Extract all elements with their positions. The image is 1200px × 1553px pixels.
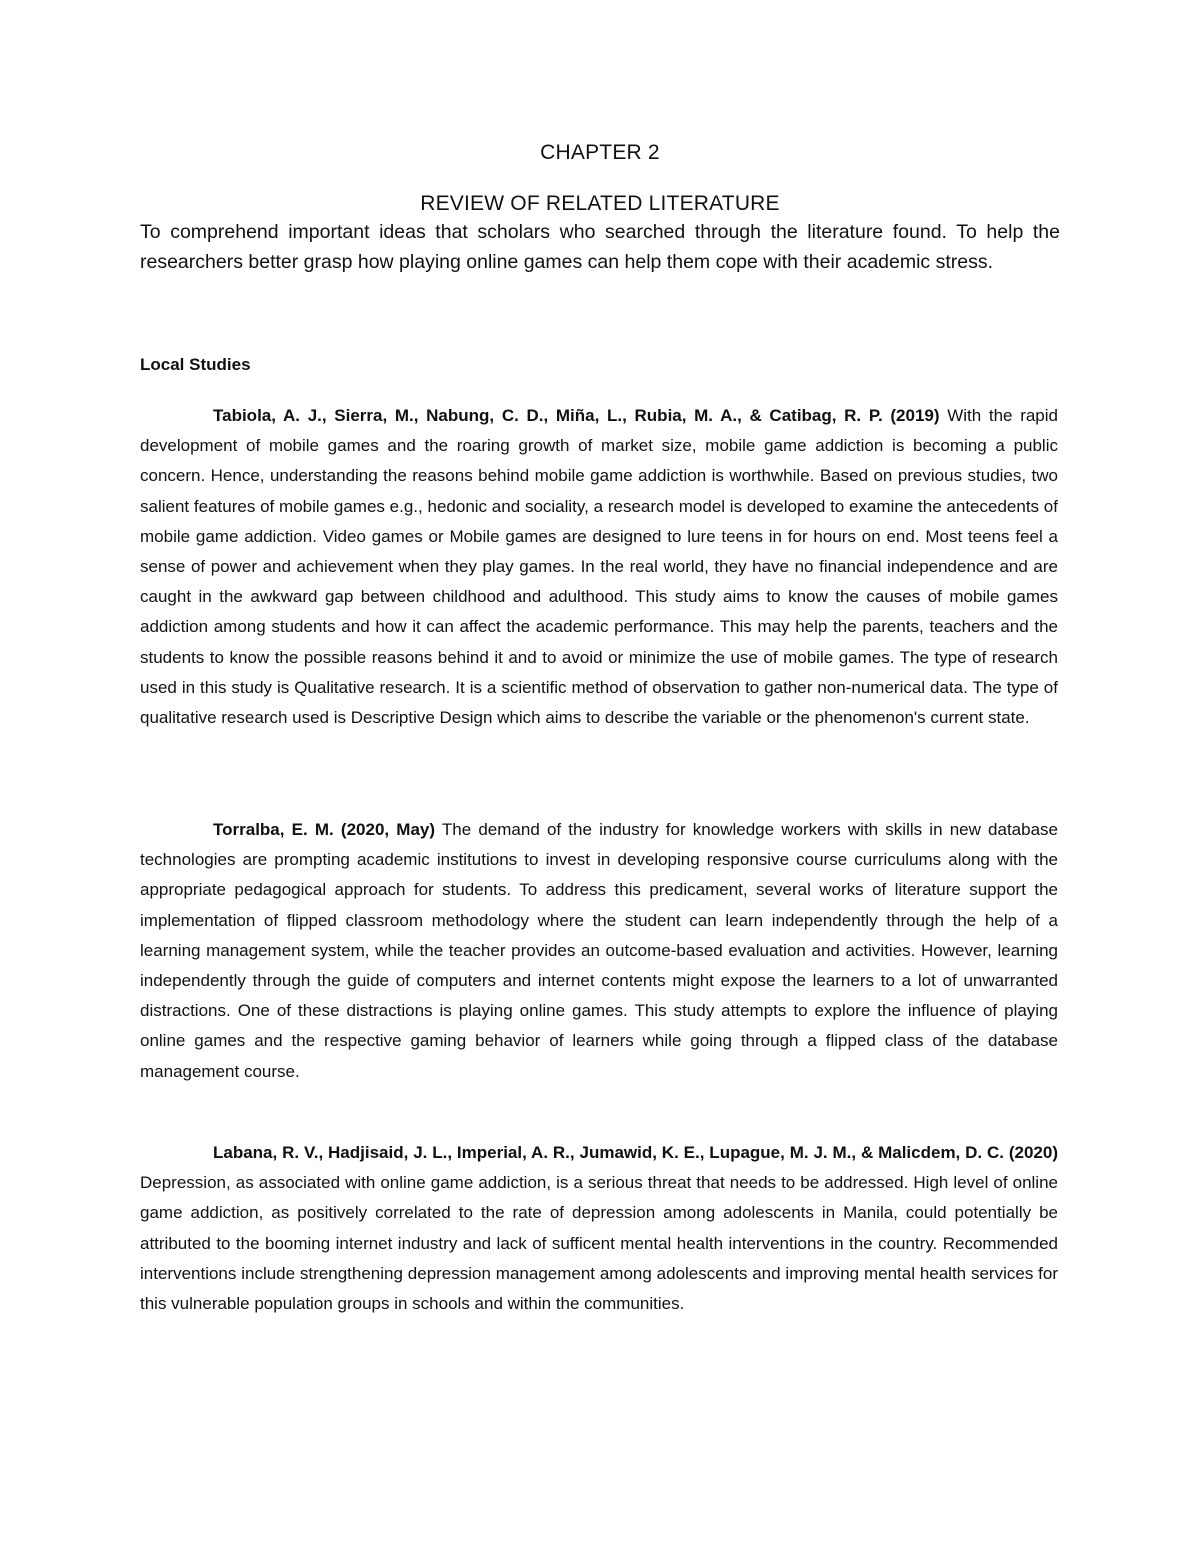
document-title: REVIEW OF RELATED LITERATURE <box>420 192 780 215</box>
literature-entry <box>140 815 1058 1087</box>
literature-entry <box>140 401 1058 733</box>
section-heading: Local Studies <box>140 355 251 374</box>
entry-citation: Labana, R. V., Hadjisaid, J. L., Imperial, A. R., Jumawid, K. E., Lupague, M. J. M., & Malicdem, D. C. (2020) <box>213 1143 1058 1162</box>
entry-citation: Torralba, E. M. (2020, May) <box>213 820 436 839</box>
entry-text: The demand of the industry for knowledge workers with skills in new database technologies are prompting academic institutions to invest in developing responsive course curriculums along with the appropriate pedagogical approach for students. To address this predicament, several works of literature support the implementation of flipped classroom methodology where the student can learn independently through the help of a learning management system, while the teacher provides an outcome-based evaluation and activities. However, learning independently through the guide of computers and internet contents might expose the learners to a lot of unwarranted distractions. One of these distractions is playing online games. This study attempts to explore the influence of playing online games and the respective gaming behavior of learners while going through a flipped class of the database management course. <box>140 820 1058 1081</box>
entry-text: With the rapid development of mobile games and the roaring growth of market size, mobile game addiction is becoming a public concern. Hence, understanding the reasons behind mobile game addiction is worthwhile. Based on previous studies, two salient features of mobile games e.g., hedonic and sociality, a research model is developed to examine the antecedents of mobile game addiction. Video games or Mobile games are designed to lure teens in for hours on end. Most teens feel a sense of power and achievement when they play games. In the real world, they have no financial independence and are caught in the awkward gap between childhood and adulthood. This study aims to know the causes of mobile games addiction among students and how it can affect the academic performance. This may help the parents, teachers and the students to know the possible reasons behind it and to avoid or minimize the use of mobile games. The type of research used in this study is Qualitative research. It is a scientific method of observation to gather non-numerical data. The type of qualitative research used is Descriptive Design which aims to describe the variable or the phenomenon's current state. <box>140 406 1058 728</box>
chapter-label: CHAPTER 2 <box>540 141 660 164</box>
literature-entry <box>140 1138 1058 1319</box>
entry-citation: Tabiola, A. J., Sierra, M., Nabung, C. D., Miña, L., Rubia, M. A., & Catibag, R. P. (2019) <box>213 406 940 425</box>
intro-paragraph: To comprehend important ideas that scholars who searched through the literature found. To help the researchers better grasp how playing online games can help them cope with their academic stress. <box>140 221 1060 273</box>
entry-text: Depression, as associated with online game addiction, is a serious threat that needs to be addressed. High level of online game addiction, as positively correlated to the rate of depression among adolescents in Manila, could potentially be attributed to the booming internet industry and lack of sufficent mental health interventions in the country. Recommended interventions include strengthening depression management among adolescents and improving mental health services for this vulnerable population groups in schools and within the communities. <box>140 1173 1058 1314</box>
